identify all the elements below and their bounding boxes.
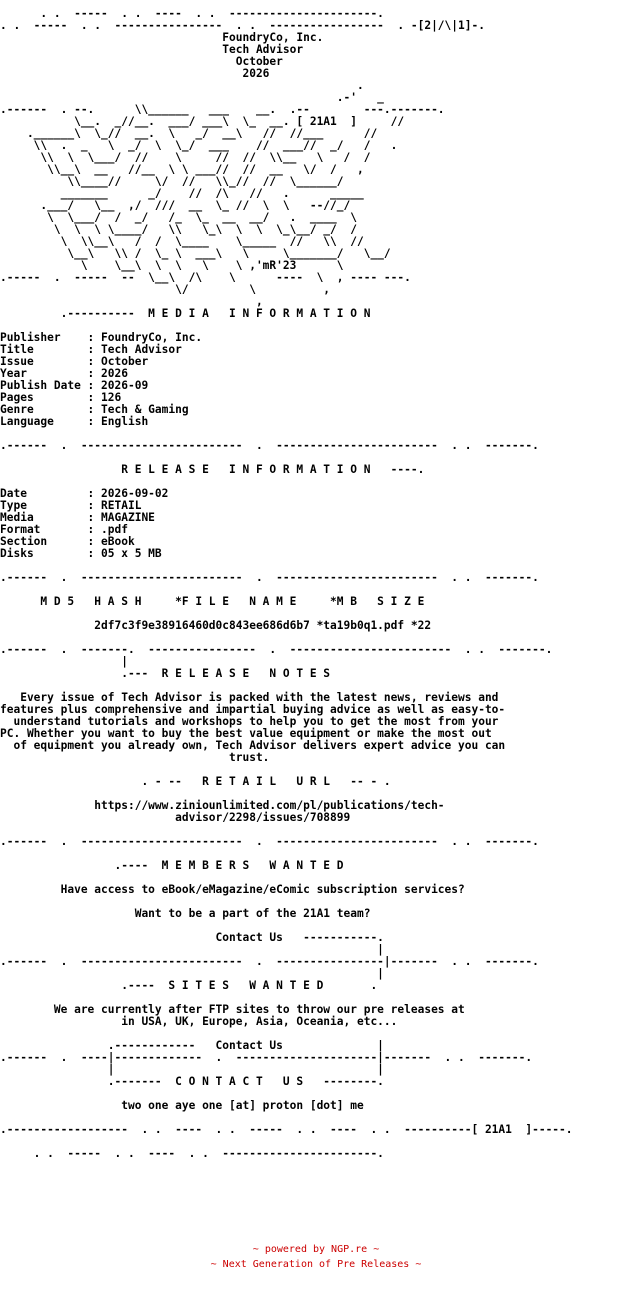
nfo-line: | — [0, 943, 384, 956]
nfo-line: https://www.ziniounlimited.com/pl/publications/tech- — [0, 799, 445, 812]
nfo-line: \ \ \ \____/ \\ \_\ \ \ \_\__/ _/ / — [0, 223, 357, 236]
nfo-line: .------ . ------------------------ . ----------------|------- . . -------. — [0, 955, 539, 968]
nfo-line: in USA, UK, Europe, Asia, Oceania, etc... — [0, 1015, 398, 1028]
nfo-line: | | — [0, 1063, 384, 1076]
nfo-line: .---- S I T E S W A N T E D . — [0, 979, 378, 992]
nfo-line: . . ----- . . ---- . . -----------------------. — [0, 1147, 384, 1160]
nfo-line: Section : eBook — [0, 535, 135, 548]
nfo-line: Type : RETAIL — [0, 499, 142, 512]
nfo-line: Tech Advisor — [0, 43, 304, 56]
nfo-line: We are currently after FTP sites to throw our pre releases at — [0, 1003, 465, 1016]
nfo-line: advisor/2298/issues/708899 — [0, 811, 351, 824]
nfo-line: .------ . ------------------------ . ------------------------ . . -------. — [0, 439, 539, 452]
nfo-line: Format : .pdf — [0, 523, 128, 536]
nfo-line: Date : 2026-09-02 — [0, 487, 169, 500]
nfo-line: Title : Tech Advisor — [0, 343, 182, 356]
nfo-line: features plus comprehensive and impartial buying advice as well as easy-to- — [0, 703, 506, 716]
nfo-line: of equipment you already own, Tech Advisor delivers expert advice you can — [0, 739, 506, 752]
nfo-line: .------ . ------------------------ . ------------------------ . . -------. — [0, 835, 539, 848]
nfo-line: \ \\__\ / / \____ \_____ // \\ // — [0, 235, 364, 248]
nfo-line: .------ . ------------------------ . ------------------------ . . -------. — [0, 571, 539, 584]
nfo-line: . . ----- . . ---- . . ----------------------. — [0, 8, 384, 20]
nfo-line: October — [0, 55, 283, 68]
nfo-line: .-' _ — [0, 91, 384, 104]
nfo-line: \\ \ \___/ // \ // // \\__ \ / / — [0, 151, 371, 164]
nfo-line: Year : 2026 — [0, 367, 128, 380]
nfo-line: R E L E A S E I N F O R M A T I O N ----. — [0, 463, 425, 476]
nfo-line: .------- C O N T A C T U S --------. — [0, 1075, 384, 1088]
nfo-line: .------------ Contact Us | — [0, 1039, 384, 1052]
nfo-line: . - -- R E T A I L U R L -- - . — [0, 775, 391, 788]
nfo-line: Genre : Tech & Gaming — [0, 403, 189, 416]
nfo-line: \/ \ , — [0, 283, 331, 296]
nfo-line: .---------- M E D I A I N F O R M A T I O N — [0, 307, 371, 320]
footer — [0, 1242, 632, 1272]
nfo-line: 2df7c3f9e38916460d0c843ee686d6b7 *ta19b0q1.pdf *22 — [0, 619, 432, 632]
nfo-line: | — [0, 655, 128, 668]
nfo-line: .------ . -------. ---------------- . ------------------------ . . -------. — [0, 643, 553, 656]
nfo-line: Contact Us -----------. — [0, 931, 384, 944]
nfo-line: . . ----- . . ---------------- . . ----------------- . -[2|/\|1]-. — [0, 19, 485, 32]
nfo-line: .------ . ----|------------- . ---------------------|------- . . -------. — [0, 1051, 533, 1064]
nfo-line: \\ . _ \ _/ \ \_/ ___ // ___// _/ / . — [0, 139, 398, 152]
nfo-line: . — [0, 79, 364, 92]
nfo-line: .------------------ . . ---- . . ----- . . ---- . . ----------[ 21A1 ]-----. — [0, 1123, 573, 1136]
nfo-line: Disks : 05 x 5 MB — [0, 547, 162, 560]
nfo-line: 2026 — [0, 67, 270, 80]
nfo-line: .----- . ----- -- \__\ /\ \ ---- \ , ---- ---. — [0, 271, 411, 284]
nfo-line: \ \___/ / _/ /_ \_ __ __/ . ____ \ — [0, 211, 357, 224]
nfo-line: .--- R E L E A S E N O T E S — [0, 667, 331, 680]
tagline-text: ~ Next Generation of Pre Releases ~ — [210, 1259, 422, 1270]
nfo-line: .------ . --. \\______ ___ __. .-- ---.-------. — [0, 103, 445, 116]
nfo-line: understand tutorials and workshops to help you to get the most from your — [0, 715, 499, 728]
nfo-line: , — [0, 295, 263, 308]
nfo-line: Issue : October — [0, 355, 149, 368]
powered-by-text: ~ powered by NGP.re ~ — [252, 1244, 380, 1255]
nfo-line: \__\ \\ / \_ \ ___\ \ \_______/ \__/ — [0, 247, 391, 260]
nfo-line: Have access to eBook/eMagazine/eComic subscription services? — [0, 883, 465, 896]
nfo-line: Publish Date : 2026-09 — [0, 379, 149, 392]
nfo-line: Pages : 126 — [0, 391, 122, 404]
nfo-line: .___/ \__ ,/ /// __ \_ // \ \ --//_/ — [0, 199, 351, 212]
nfo-line: FoundryCo, Inc. — [0, 31, 324, 44]
nfo-line: \\____// \/ // \\_// // \______/ — [0, 175, 344, 188]
nfo-line: M D 5 H A S H *F I L E N A M E *M B S I Z E — [0, 595, 425, 608]
nfo-line: _______ _/ // /\ // . _____ — [0, 187, 364, 200]
nfo-line: Media : MAGAZINE — [0, 511, 155, 524]
nfo-text — [0, 8, 632, 1160]
nfo-line: \ \__\ \ \ \ \ ,'mR'23 \ — [0, 259, 344, 272]
nfo-line: Want to be a part of the 21A1 team? — [0, 907, 371, 920]
nfo-line: Language : English — [0, 415, 149, 428]
nfo-line: .---- M E M B E R S W A N T E D — [0, 859, 344, 872]
nfo-line: trust. — [0, 751, 270, 764]
nfo-line: PC. Whether you want to buy the best value equipment or make the most out — [0, 727, 492, 740]
nfo-line: two one aye one [at] proton [dot] me — [0, 1099, 364, 1112]
nfo-line: Every issue of Tech Advisor is packed with the latest news, reviews and — [0, 691, 499, 704]
nfo-line: \__. _//__. ___/ ___\ \_ __. [ 21A1 ] // — [0, 115, 405, 128]
nfo-line: \\__\ __ //__ \ \ ___// // __ \/ / , — [0, 163, 364, 176]
nfo-line: | — [0, 967, 384, 980]
nfo-line: .______\ \_// __. \ _/ __\ // //___ // — [0, 127, 378, 140]
nfo-line: Publisher : FoundryCo, Inc. — [0, 331, 203, 344]
